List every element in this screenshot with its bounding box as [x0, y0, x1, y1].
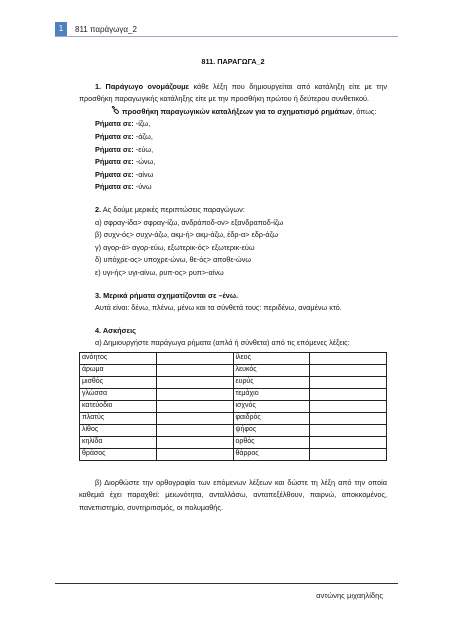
- answer-cell[interactable]: [156, 424, 233, 436]
- suffix-list: [79, 118, 387, 194]
- answer-cell[interactable]: [156, 388, 233, 400]
- word-cell: ανόητος: [80, 352, 157, 364]
- section-4-heading: 4. Ασκήσεις: [95, 325, 136, 335]
- suffix-value: -ύνω: [133, 182, 152, 192]
- word-cell: ορθός: [233, 436, 310, 448]
- word-cell: άρωμα: [80, 364, 157, 376]
- table-row: [80, 424, 387, 436]
- word-cell: ισχνός: [233, 400, 310, 412]
- verb-suffix-heading-tail: , όπως:: [352, 106, 377, 116]
- header-title: 811 παράγωγα_2: [75, 24, 137, 34]
- word-cell: τεμάχιο: [233, 388, 310, 400]
- answer-cell[interactable]: [156, 352, 233, 364]
- document-title: 811. ΠΑΡΑΓΩΓΑ_2: [201, 57, 265, 66]
- spacer: [79, 315, 387, 325]
- suffix-label: Ρήματα σε:: [95, 157, 134, 167]
- suffix-line: [79, 181, 387, 194]
- word-cell: ψήφος: [233, 424, 310, 436]
- word-cell: θράσος: [80, 448, 157, 460]
- table-row: [80, 352, 387, 364]
- answer-cell[interactable]: [156, 376, 233, 388]
- exercise-a-instruction: α) Δημιουργήστε παράγωγα ρήματα (απλά ή σύνθετα) από τις επόμενες λέξεις:: [95, 338, 350, 348]
- paragraph-definition: [79, 81, 387, 106]
- answer-cell[interactable]: [156, 436, 233, 448]
- word-cell: φαιδρός: [233, 412, 310, 424]
- suffix-value: -αίνω: [133, 169, 154, 179]
- suffix-label: Ρήματα σε:: [95, 144, 134, 154]
- table-row: [80, 388, 387, 400]
- word-cell: κηλίδα: [80, 436, 157, 448]
- section-2-heading-text: Ας δούμε μερικές περιπτώσεις παραγώγων:: [101, 204, 245, 214]
- suffix-line: [79, 131, 387, 144]
- spacer: [79, 194, 387, 204]
- suffix-value: -εύω,: [133, 144, 154, 154]
- table-row: [80, 376, 387, 388]
- word-cell: λευκός: [233, 364, 310, 376]
- definition-text: κάθε λέξη που δημιουργείται από κατάληξη είτε με την προσθήκη παραγωγικής κατάληξης είτε με την προσθήκη πρώτου ή δεύτερου συνθετικού.: [79, 81, 387, 104]
- suffix-label: Ρήματα σε:: [95, 182, 134, 192]
- footer-divider: [55, 583, 398, 584]
- verb-suffix-heading-text: προσθήκη παραγωγικών καταλήξεων για το σχηματισμό ρημάτων: [122, 106, 353, 116]
- word-cell: μισθός: [80, 376, 157, 388]
- verb-suffix-heading: [79, 106, 387, 119]
- spacer: [79, 461, 387, 477]
- page-header: [55, 22, 137, 36]
- exercise-table: [79, 352, 387, 461]
- answer-cell[interactable]: [156, 412, 233, 424]
- word-cell: γλώσσα: [80, 388, 157, 400]
- answer-cell[interactable]: [310, 388, 387, 400]
- tool-icon: [95, 106, 119, 119]
- answer-cell[interactable]: [310, 376, 387, 388]
- section-3-text: Αυτά είναι: δένω, πλένω, μένω και τα σύνθετά τους: περιδένω, αναμένω κτό.: [95, 303, 342, 313]
- answer-cell[interactable]: [310, 352, 387, 364]
- example-line: α) σφραγ-ίδα> σφραγ-ίζω, ανδράποδ-ον> εξανδραποδ-ίζω: [95, 217, 284, 227]
- answer-cell[interactable]: [310, 412, 387, 424]
- answer-cell[interactable]: [156, 448, 233, 460]
- table-row: [80, 448, 387, 460]
- suffix-line: [79, 144, 387, 157]
- suffix-label: Ρήματα σε:: [95, 119, 134, 129]
- example-line: δ) υπόχρε-ος> υποχρε-ώνω, θε-ός> αποθε-ώνω: [95, 255, 252, 265]
- header-divider: [55, 36, 398, 37]
- answer-cell[interactable]: [310, 400, 387, 412]
- exercise-b-instruction: β) Διορθώστε την ορθογραφία των επόμενων λέξεων και δώστε τη λέξη από την οποία καθεμιά έχει παραχθεί: μειωνότητα, ανταλλάσω, ανταπεξέλθουν, παιρνώ, αποκκομένος, πανεπιστημίο, συντηριτισμός, οι πολυμαθής.: [79, 477, 387, 513]
- table-row: [80, 436, 387, 448]
- suffix-label: Ρήματα σε:: [95, 169, 134, 179]
- answer-cell[interactable]: [156, 400, 233, 412]
- word-cell: κατεύοδιο: [80, 400, 157, 412]
- suffix-label: Ρήματα σε:: [95, 131, 134, 141]
- example-line: γ) αγορ-ά> αγορ-εύω, εξωτερικ-ός> εξωτερικ-εύω: [95, 242, 255, 252]
- table-row: [80, 364, 387, 376]
- suffix-value: -ώνω,: [133, 157, 156, 167]
- definition-term: 1. Παράγωγο ονομάζουμε: [95, 81, 190, 91]
- suffix-value: -ίζω,: [133, 119, 151, 129]
- answer-cell[interactable]: [310, 424, 387, 436]
- word-cell: λίθος: [80, 424, 157, 436]
- section-2-number: 2.: [95, 204, 102, 214]
- word-cell: ίλεος: [233, 352, 310, 364]
- word-cell: ευρύς: [233, 376, 310, 388]
- suffix-value: -άζω,: [133, 131, 153, 141]
- word-cell: θάρρος: [233, 448, 310, 460]
- example-line: ε) υγι-ής> υγι-αίνω, ρυπ-ος> ρυπ>-αίνω: [95, 267, 224, 277]
- suffix-line: [79, 169, 387, 182]
- table-row: [80, 412, 387, 424]
- suffix-line: [79, 118, 387, 131]
- page-number: 1: [55, 22, 67, 36]
- suffix-line: [79, 156, 387, 169]
- section-3-heading: 3. Μερικά ρήματα σχηματίζονται σε –ένω.: [95, 290, 239, 300]
- section-2-heading: [79, 204, 387, 217]
- answer-cell[interactable]: [310, 436, 387, 448]
- answer-cell[interactable]: [310, 364, 387, 376]
- table-row: [80, 400, 387, 412]
- answer-cell[interactable]: [310, 448, 387, 460]
- word-cell: πλατύς: [80, 412, 157, 424]
- document-body: [79, 52, 387, 515]
- example-line: β) συχν-ός> συχν-άζω, ακμ-ή> ακμ-άζω, έδρ-α> εδρ-άζω: [95, 230, 279, 240]
- footer-author: αντώνης μιχαηλίδης: [316, 591, 383, 600]
- answer-cell[interactable]: [156, 364, 233, 376]
- spacer: [79, 280, 387, 290]
